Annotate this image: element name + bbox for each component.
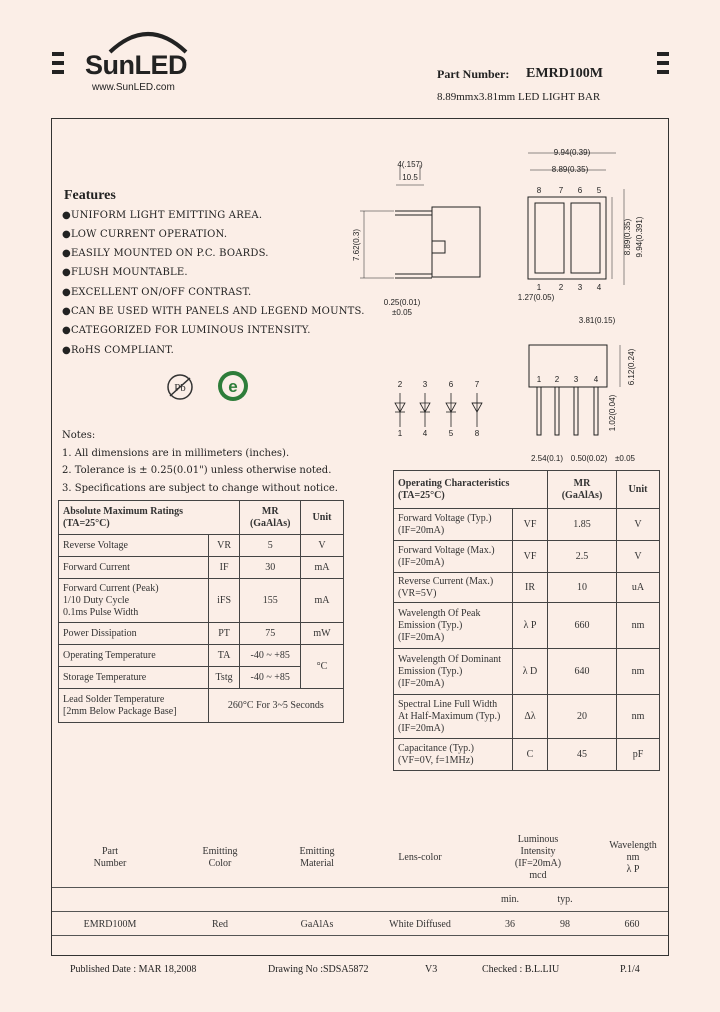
svg-text:2.54(0.1): 2.54(0.1) [530, 454, 564, 463]
table-row: Reverse Voltage VR 5 V [59, 535, 344, 557]
svg-text:5: 5 [448, 429, 454, 438]
svg-text:8.89(0.35): 8.89(0.35) [623, 218, 632, 256]
footer-version: V3 [425, 964, 438, 975]
svg-text:2: 2 [554, 375, 560, 384]
rohs-e-icon [216, 369, 250, 403]
feature-item: ●EASILY MOUNTED ON P.C. BOARDS. [62, 248, 269, 259]
order-row-lens: White Diffused [389, 919, 451, 930]
svg-text:7.62(0.3): 7.62(0.3) [352, 228, 361, 262]
svg-text:1: 1 [397, 429, 403, 438]
footer-drawing-no: Drawing No :SDSA5872 [268, 964, 369, 975]
footer-checked: Checked : B.L.LIU [482, 964, 560, 975]
svg-text:9.94(0.39): 9.94(0.39) [553, 148, 591, 157]
abs-max-header-mr: MR (GaAlAs) [240, 501, 301, 535]
op-header-unit: Unit [617, 471, 660, 509]
order-sub-min: min. [500, 894, 520, 905]
feature-item: ●EXCELLENT ON/OFF CONTRAST. [62, 287, 252, 298]
svg-text:8: 8 [536, 186, 542, 195]
header-bars-right [657, 52, 669, 79]
svg-text:5: 5 [596, 186, 602, 195]
svg-text:2: 2 [397, 380, 403, 389]
table-row: Operating Temperature TA -40 ~ +85 °C [59, 645, 344, 667]
svg-text:8.89(0.35): 8.89(0.35) [551, 165, 589, 174]
table-row: Lead Solder Temperature [2mm Below Package Base] 260°C For 3~5 Seconds [59, 689, 344, 723]
feature-item: ●LOW CURRENT OPERATION. [62, 229, 228, 240]
notes-title: Notes: [62, 430, 96, 441]
svg-text:4(.157): 4(.157) [397, 160, 423, 169]
part-number-label: Part Number: [437, 67, 510, 81]
abs-max-header-unit: Unit [301, 501, 344, 535]
svg-text:3: 3 [573, 375, 579, 384]
abs-max-header-param: Absolute Maximum Ratings (TA=25°C) [59, 501, 240, 535]
svg-text:4: 4 [593, 375, 599, 384]
feature-item: ●CAN BE USED WITH PANELS AND LEGEND MOUNTS. [62, 306, 365, 317]
order-row-min: 36 [505, 919, 515, 930]
svg-text:7: 7 [558, 186, 564, 195]
order-row-wavelength: 660 [624, 919, 640, 930]
svg-text:8: 8 [474, 429, 480, 438]
part-number: EMRD100M [526, 66, 603, 81]
svg-text:9.94(0.391): 9.94(0.391) [635, 216, 644, 258]
order-sub-typ: typ. [557, 894, 573, 905]
table-row: Wavelength Of Peak Emission (Typ.) (IF=20mA) λ P 660 nm [394, 603, 660, 649]
svg-text:6: 6 [448, 380, 454, 389]
feature-item: ●CATEGORIZED FOR LUMINOUS INTENSITY. [62, 325, 311, 336]
svg-text:0.50(0.02): 0.50(0.02) [570, 454, 608, 463]
order-row-material: GaAlAs [300, 919, 334, 930]
order-row-part: EMRD100M [83, 919, 137, 930]
order-divider [52, 911, 668, 912]
website-link[interactable]: www.SunLED.com [92, 82, 175, 93]
op-header-mr: MR (GaAlAs) [548, 471, 617, 509]
abs-max-table [58, 500, 344, 723]
svg-text:1.02(0.04): 1.02(0.04) [608, 394, 617, 432]
svg-text:6: 6 [577, 186, 583, 195]
note-item: 2. Tolerance is ± 0.25(0.01") unless otherwise noted. [62, 465, 332, 476]
svg-text:1.27(0.05): 1.27(0.05) [517, 293, 555, 302]
svg-text:6.12(0.24): 6.12(0.24) [627, 348, 636, 386]
table-row: Power Dissipation PT 75 mW [59, 623, 344, 645]
note-item: 3. Specifications are subject to change without notice. [62, 483, 338, 494]
table-row: Spectral Line Full Width At Half-Maximum (Typ.) (IF=20mA) Δλ 20 nm [394, 695, 660, 739]
product-description: 8.89mmx3.81mm LED LIGHT BAR [437, 91, 601, 103]
svg-text:1: 1 [536, 375, 542, 384]
table-row: Forward Current IF 30 mA [59, 557, 344, 579]
footer-page: P.1/4 [620, 964, 640, 975]
operating-table [393, 470, 660, 771]
svg-text:0.25(0.01): 0.25(0.01) [383, 298, 421, 307]
feature-item: ●UNIFORM LIGHT EMITTING AREA. [62, 210, 263, 221]
order-row-typ: 98 [560, 919, 570, 930]
features-title: Features [64, 188, 116, 203]
table-row: Forward Voltage (Typ.) (IF=20mA) VF 1.85 V [394, 509, 660, 541]
svg-text:±0.05: ±0.05 [615, 454, 635, 463]
note-item: 1. All dimensions are in millimeters (inches). [62, 448, 290, 459]
order-divider [52, 887, 668, 888]
svg-text:3: 3 [577, 283, 583, 292]
table-row: Reverse Current (Max.) (VR=5V) IR 10 uA [394, 573, 660, 603]
table-row: Forward Voltage (Max.) (IF=20mA) VF 2.5 V [394, 541, 660, 573]
svg-text:Pb: Pb [174, 382, 186, 394]
op-header-param: Operating Characteristics (TA=25°C) [394, 471, 548, 509]
svg-text:7: 7 [474, 380, 480, 389]
table-row: Storage Temperature Tstg -40 ~ +85 [59, 667, 344, 689]
order-header-color: Emitting Color [202, 846, 238, 869]
feature-item: ●FLUSH MOUNTABLE. [62, 267, 188, 278]
svg-text:10.5: 10.5 [402, 173, 418, 182]
order-header-part: Part Number [93, 846, 127, 869]
header-bars-left [52, 52, 64, 79]
order-header-intensity: Luminous Intensity (IF=20mA) mcd [514, 834, 562, 881]
side-view [352, 160, 480, 317]
svg-text:e: e [228, 377, 238, 396]
package-drawing [340, 145, 660, 465]
feature-item: ●RoHS COMPLIANT. [62, 345, 174, 356]
order-divider [52, 935, 668, 936]
order-header-lens: Lens-color [398, 852, 442, 863]
svg-text:4: 4 [596, 283, 602, 292]
svg-text:±0.05: ±0.05 [392, 308, 412, 317]
svg-text:1: 1 [536, 283, 542, 292]
svg-text:3: 3 [422, 380, 428, 389]
front-view [518, 148, 644, 325]
table-row: Forward Current (Peak) 1/10 Duty Cycle 0.1ms Pulse Width iFS 155 mA [59, 579, 344, 623]
table-row: Capacitance (Typ.) (VF=0V, f=1MHz) C 45 pF [394, 739, 660, 771]
logo: SunLED [85, 50, 187, 80]
order-header-material: Emitting Material [299, 846, 335, 869]
bottom-view [529, 345, 636, 463]
svg-text:2: 2 [558, 283, 564, 292]
order-row-color: Red [211, 919, 229, 930]
svg-text:3.81(0.15): 3.81(0.15) [578, 316, 616, 325]
table-row: Wavelength Of Dominant Emission (Typ.) (IF=20mA) λ D 640 nm [394, 649, 660, 695]
order-header-wavelength: Wavelength nm λ P [609, 840, 657, 875]
pb-free-icon [165, 372, 195, 402]
schematic [395, 380, 482, 438]
svg-text:4: 4 [422, 429, 428, 438]
footer-published: Published Date : MAR 18,2008 [70, 964, 197, 975]
